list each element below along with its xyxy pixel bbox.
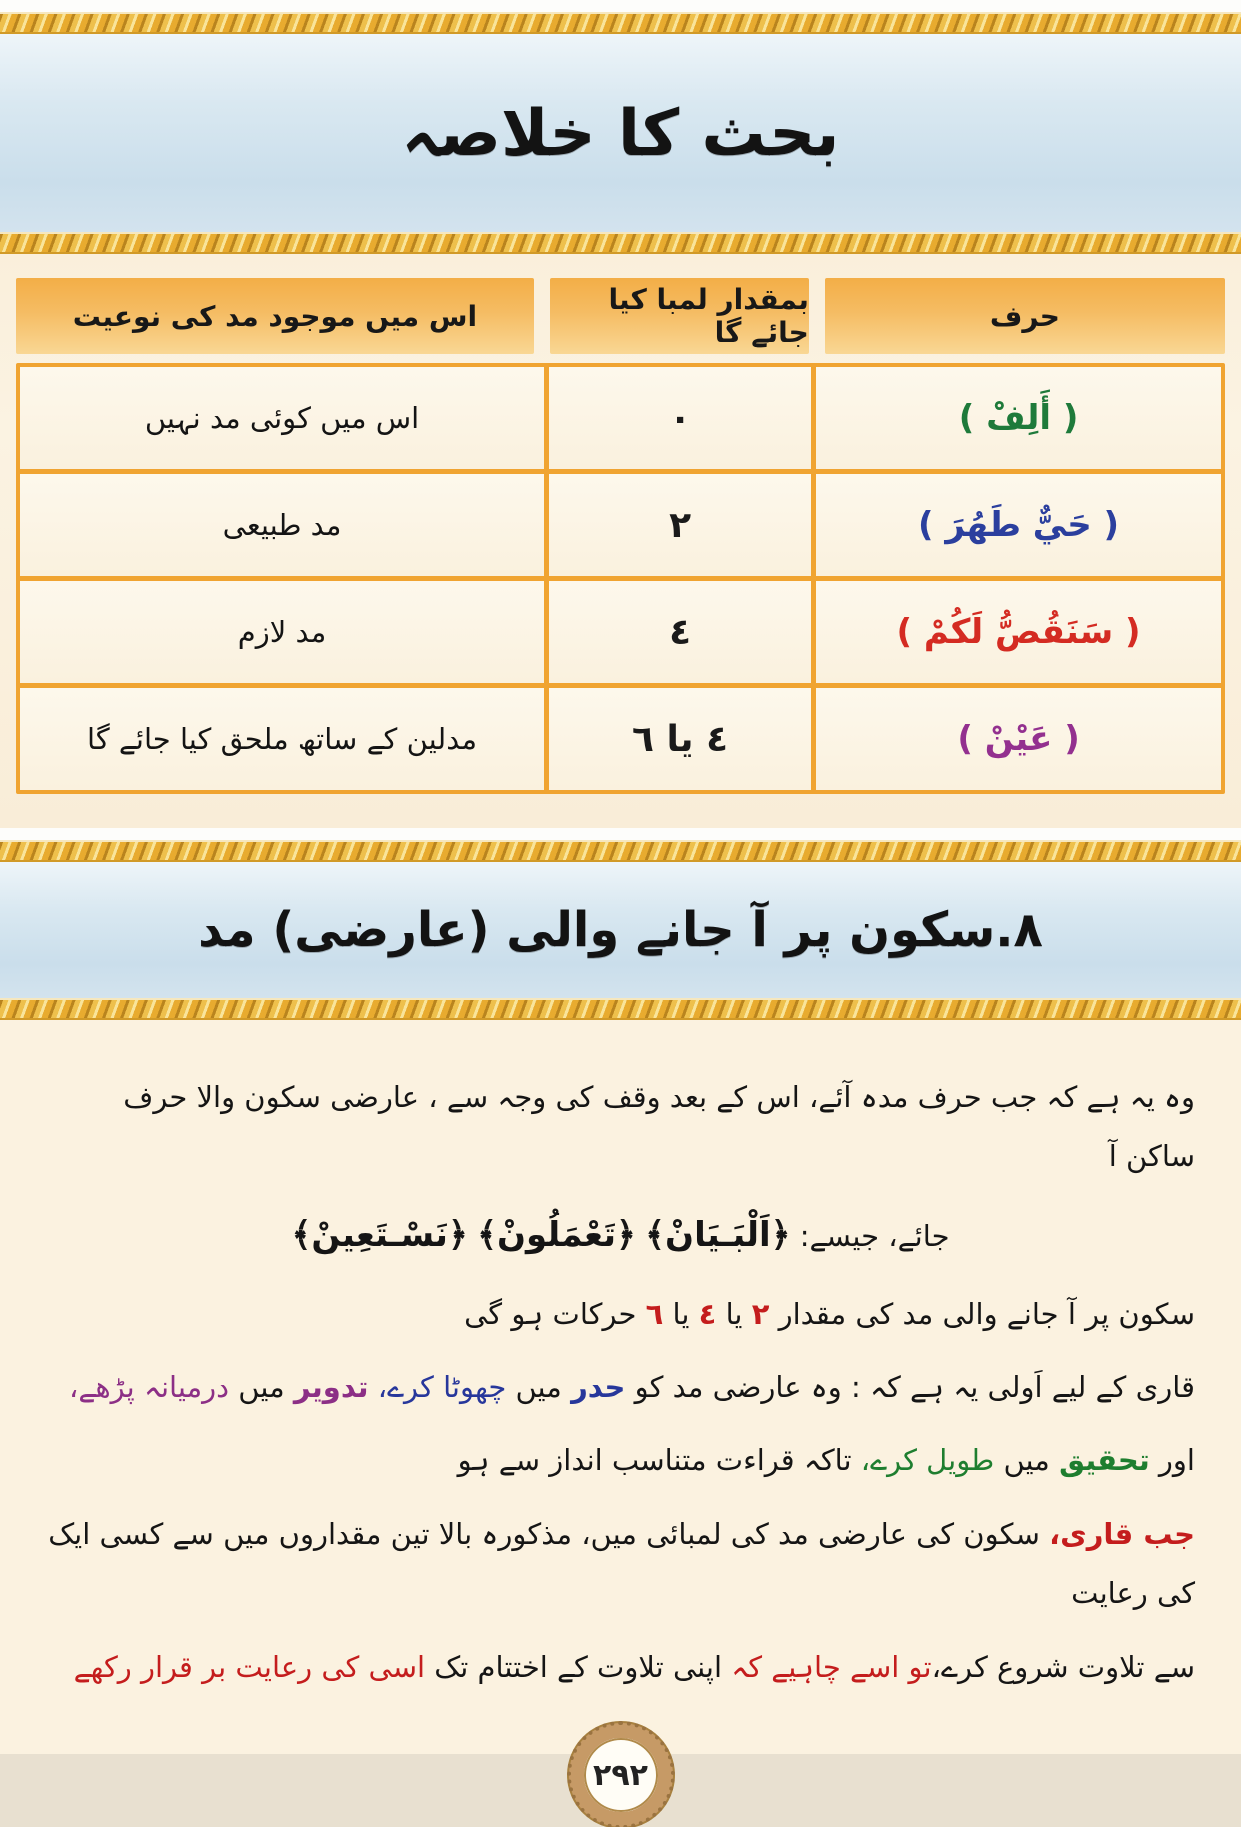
page-number-medallion xyxy=(569,1723,673,1827)
section-divider-strip xyxy=(0,828,1241,840)
body-line-5 xyxy=(46,1431,1195,1490)
text-segment: سکون پر آ جانے والی مد کی مقدار xyxy=(769,1296,1195,1331)
text-segment: ٦ xyxy=(645,1296,664,1331)
text-segment: یا xyxy=(663,1296,699,1331)
text-segment: میں xyxy=(994,1443,1060,1478)
quran-example-tamaloon: ﴿تَعْمَلُونْ﴾ xyxy=(477,1214,636,1255)
body-line-4 xyxy=(46,1358,1195,1417)
table-row-2-letter: ( حَيٌّ طَهُرَ ) xyxy=(816,474,1221,576)
text-segment: اور xyxy=(1149,1443,1195,1478)
table-row-3-letter: ( سَنَقُصُّ لَكُمْ ) xyxy=(816,581,1221,683)
table-row-2-type: مد طبیعی xyxy=(20,474,544,576)
text-segment: تاکہ قراءت متناسب انداز سے ہو xyxy=(457,1443,861,1478)
gold-rope-border xyxy=(0,840,1241,862)
table-header-amount: بمقدار لمبا کیا جائے گا xyxy=(550,278,809,354)
text-segment: درمیانہ پڑھے، xyxy=(69,1370,230,1404)
gold-rope-border-bottom xyxy=(0,998,1241,1020)
table-row-2-amount: ٢ xyxy=(549,474,811,576)
quran-example-nastaeen: ﴿نَسْـتَعِينْ﴾ xyxy=(291,1214,468,1255)
body-line-6 xyxy=(46,1505,1195,1624)
body-line-3 xyxy=(46,1285,1195,1344)
text-segment: حدر xyxy=(571,1370,626,1404)
text-segment: یا xyxy=(716,1296,752,1331)
page-number-area xyxy=(0,1723,1241,1827)
text-segment: اپنی تلاوت کے اختتام تک xyxy=(425,1649,732,1684)
table-row-4-type: مدلین کے ساتھ ملحق کیا جائے گا xyxy=(20,688,544,790)
text-segment: تو اسے چاہیے کہ xyxy=(731,1649,932,1684)
quran-example-albayan: ﴿اَلْبَـيَانْ﴾ xyxy=(645,1214,791,1255)
title-band xyxy=(0,34,1241,232)
text-segment: چھوٹا کرے، xyxy=(377,1370,507,1404)
text-segment: طویل کرے، xyxy=(860,1443,995,1478)
table-row-4-letter: ( عَيْنْ ) xyxy=(816,688,1221,790)
text-segment: حرکات ہو گی xyxy=(464,1296,646,1331)
text-segment: تحقیق xyxy=(1059,1443,1150,1478)
text-segment: جائے، جیسے: xyxy=(790,1218,950,1253)
table-header-type: اس میں موجود مد کی نوعیت xyxy=(16,278,534,354)
text-segment: قاری کے لیے اَولی یہ ہے کہ : وہ عارضی مد کو xyxy=(625,1370,1195,1404)
text-segment: سکون کی عارضی مد کی لمبائی میں، مذکورہ بالا تین مقداروں میں سے کسی ایک کی رعایت xyxy=(48,1516,1195,1611)
text-segment: وہ یہ ہے کہ جب حرف مدہ آئے، اس کے بعد وقف کی وجہ سے ، عارضی سکون والا حرف ساکن آ xyxy=(123,1080,1195,1174)
body-text-block xyxy=(0,1020,1241,1697)
table-row-4-amount: ٤ یا ٦ xyxy=(549,688,811,790)
table-row-3-type: مد لازم xyxy=(20,581,544,683)
text-segment: اسی کی رعایت بر قرار رکھے xyxy=(73,1649,426,1684)
gold-rope-border-top xyxy=(0,12,1241,34)
text-segment: میں xyxy=(229,1370,294,1404)
text-segment: سے تلاوت شروع کرے، xyxy=(931,1649,1195,1684)
text-segment xyxy=(368,1370,377,1404)
text-segment: میں xyxy=(506,1370,572,1404)
table-header-row xyxy=(16,278,1225,354)
table-header-letter: حرف xyxy=(825,278,1225,354)
table-body xyxy=(16,363,1225,794)
text-segment xyxy=(636,1219,645,1253)
table-row-3-amount: ٤ xyxy=(549,581,811,683)
summary-table-section xyxy=(0,254,1241,828)
section-heading: ٨.سکون پر آ جانے والی (عارضی) مد xyxy=(198,902,1043,958)
table-row-1-type: اس میں کوئی مد نہیں xyxy=(20,367,544,469)
top-margin-strip xyxy=(0,0,1241,12)
text-segment: جب قاری، xyxy=(1049,1516,1195,1551)
body-line-7 xyxy=(46,1638,1195,1697)
body-line-1 xyxy=(46,1068,1195,1187)
gold-rope-border xyxy=(0,232,1241,254)
body-line-2-quran-examples xyxy=(46,1201,1195,1271)
text-segment: تدویر xyxy=(293,1370,369,1404)
text-segment xyxy=(468,1219,477,1253)
table-row-1-amount: ٠ xyxy=(549,367,811,469)
page-number: ٢٩٢ xyxy=(593,1757,648,1793)
table-row-1-letter: ( أَلِفْ ) xyxy=(816,367,1221,469)
page-title: بحث کا خلاصہ xyxy=(401,96,840,171)
text-segment: ٢ xyxy=(751,1296,770,1331)
section-heading-band xyxy=(0,862,1241,998)
text-segment: ٤ xyxy=(698,1296,717,1331)
